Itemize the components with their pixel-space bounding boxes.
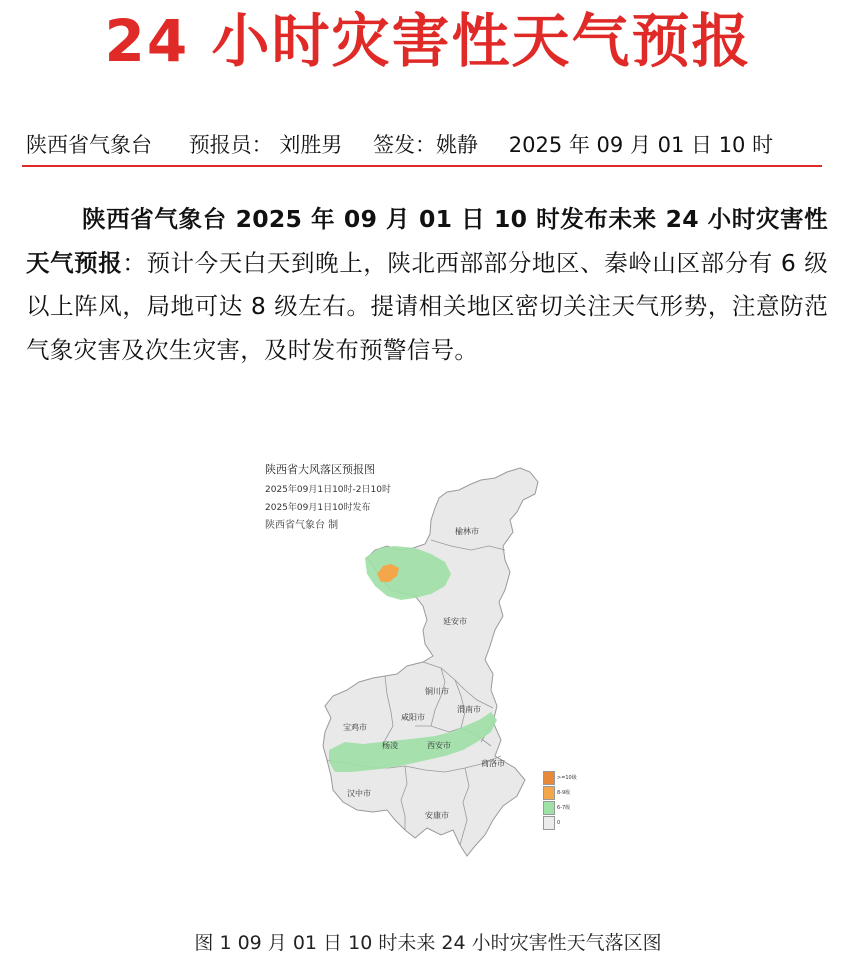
forecaster: 预报员： 刘胜男 — [188, 133, 343, 157]
city-label-hanzhong: 汉中市 — [347, 789, 371, 798]
map-issued: 2025年09月1日10时发布 — [265, 503, 371, 513]
issuer: 陕西省气象台 — [26, 133, 152, 157]
city-label-shangluo: 商洛市 — [481, 759, 505, 768]
map-legend — [543, 770, 577, 830]
city-label-yanan: 延安市 — [443, 617, 467, 626]
city-label-yulin: 榆林市 — [455, 527, 479, 536]
document-title: 24 小时灾害性天气预报 — [104, 7, 752, 75]
signer: 签发：姚静 — [373, 133, 479, 157]
legend-swatch — [543, 771, 555, 785]
city-label-xian: 西安市 — [427, 741, 451, 750]
legend-item — [543, 785, 577, 800]
header-divider — [22, 165, 822, 167]
city-label-tongchuan: 铜川市 — [425, 687, 449, 696]
legend-label: 0 — [557, 819, 561, 826]
document-meta — [26, 128, 826, 162]
map-title: 陕西省大风落区预报图 — [265, 463, 375, 476]
forecast-map — [255, 450, 600, 870]
city-label-baoji: 宝鸡市 — [343, 723, 367, 732]
issue-datetime: 2025 年 09 月 01 日 10 时 — [508, 133, 774, 157]
legend-item — [543, 815, 577, 830]
city-label-yangling: 杨凌 — [382, 741, 398, 750]
legend-swatch — [543, 786, 555, 800]
map-producer: 陕西省气象台 制 — [265, 520, 339, 531]
figure-caption: 图 1 09 月 01 日 10 时未来 24 小时灾害性天气落区图 — [194, 932, 662, 954]
city-label-ankang: 安康市 — [425, 811, 449, 820]
legend-label: 6-7级 — [557, 805, 571, 811]
forecast-body: ：预计今天白天到晚上，陕北西部部分地区、秦岭山区部分有 6 级以上阵风，局地可达 8 级左右。提请相关地区密切关注天气形势，注意防范气象灾害及次生灾害，及时发布预警信号。 — [26, 248, 828, 364]
legend-swatch — [543, 816, 555, 830]
forecast-lead: 陕西省气象台 2025 年 09 月 01 日 10 时发布未来 24 小时灾害性天气预报 — [26, 205, 828, 277]
legend-item — [543, 800, 577, 815]
city-label-weinan: 渭南市 — [457, 705, 481, 714]
city-label-xianyang: 咸阳市 — [401, 713, 425, 722]
legend-label: >=10级 — [557, 775, 577, 781]
legend-swatch — [543, 801, 555, 815]
map-period: 2025年09月1日10时-2日10时 — [265, 485, 391, 495]
legend-label: 8-9级 — [557, 790, 571, 796]
legend-item — [543, 770, 577, 785]
forecast-paragraph — [26, 198, 828, 372]
